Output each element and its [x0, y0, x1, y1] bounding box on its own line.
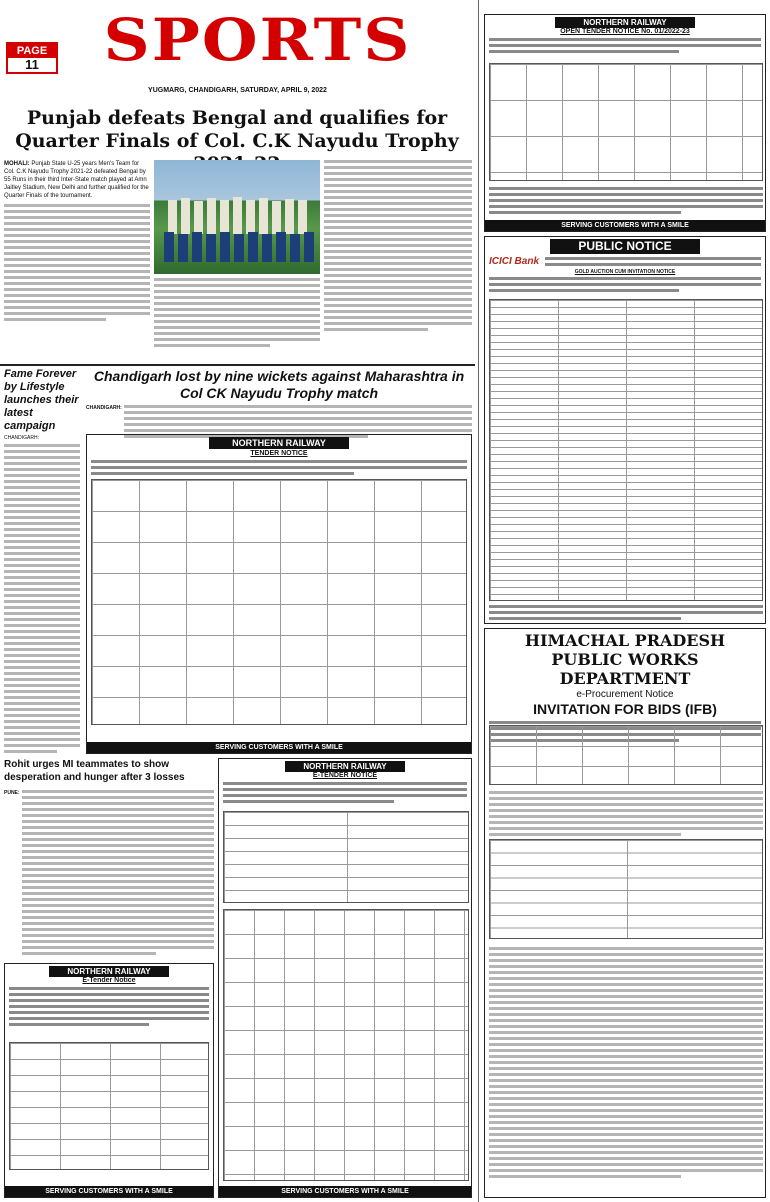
story2-headline: Chandigarh lost by nine wickets against Maharashtra in Col CK Nayudu Trophy match: [93, 368, 465, 401]
story2-body: CHANDIGARH:: [86, 405, 472, 433]
ad-northern-railway-etender-small: NORTHERN RAILWAY E-Tender Notice SERVING CUSTOMERS WITH A SMILE: [4, 963, 214, 1198]
lead-story-col2: [154, 278, 320, 360]
sidebar-lifestyle: Fame Forever by Lifestyle launches their latest campaign CHANDIGARH:: [4, 332, 80, 754]
lead-story-col1: MOHALI: Punjab State U-25 years Men's Team for Col. C.K Nayudu Trophy 2021-22 defeated Bengal by 55 Runs in their third Inter-State match played at Amn Jaitley Stadium, New Delhi and further qualified for the Quarter Finals of the tournament.: [4, 160, 150, 360]
ad-northern-railway-open-tender: NORTHERN RAILWAY OPEN TENDER NOTICE No. 01/2022-23 SERVING CUSTOMERS WITH A SMILE: [484, 14, 766, 232]
ad-public-notice: PUBLIC NOTICE ICICI Bank GOLD AUCTION CUM INVITATION NOTICE: [484, 236, 766, 624]
ad-hp-pwd-ifb: HIMACHAL PRADESH PUBLIC WORKS DEPARTMENT e-Procurement Notice INVITATION FOR BIDS (IFB): [484, 628, 766, 1198]
team-photo: [154, 160, 320, 274]
page-badge: PAGE 11: [6, 42, 58, 74]
column-divider: [478, 0, 479, 1202]
ad-northern-railway-tender: NORTHERN RAILWAY TENDER NOTICE SERVING CUSTOMERS WITH A SMILE: [86, 434, 472, 754]
sports-logo: SPORTS: [103, 6, 412, 75]
lead-headline: Punjab defeats Bengal and qualifies for Quarter Finals of Col. C.K Nayudu Trophy: [15, 107, 459, 152]
ad-northern-railway-etender: NORTHERN RAILWAY E-TENDER NOTICE SERVING CUSTOMERS WITH A SMILE: [218, 758, 472, 1198]
masthead: [0, 0, 475, 105]
bank-logo: ICICI Bank: [489, 256, 540, 267]
tender-table: [91, 479, 467, 725]
sidebar-headline: Fame Forever by Lifestyle launches their latest campaign: [4, 368, 79, 432]
story3-headline: Rohit urges MI teammates to show desperation and hunger after 3 losses: [4, 759, 185, 783]
lead-lede: Punjab State U-25 years Men's Team for Col. C.K Nayudu Trophy 2021-22 defeated Bengal by 55 Runs in their third Inter-State match played at Amn Jaitley Stadium, New Delhi and further qualified for the Quarter Finals of the tournament.: [4, 161, 149, 199]
lead-story-col3: [324, 160, 472, 360]
story3-body: PUNE:: [4, 790, 214, 960]
dateline: YUGMARG, CHANDIGARH, SATURDAY, APRIL 9, 2022: [148, 87, 327, 94]
